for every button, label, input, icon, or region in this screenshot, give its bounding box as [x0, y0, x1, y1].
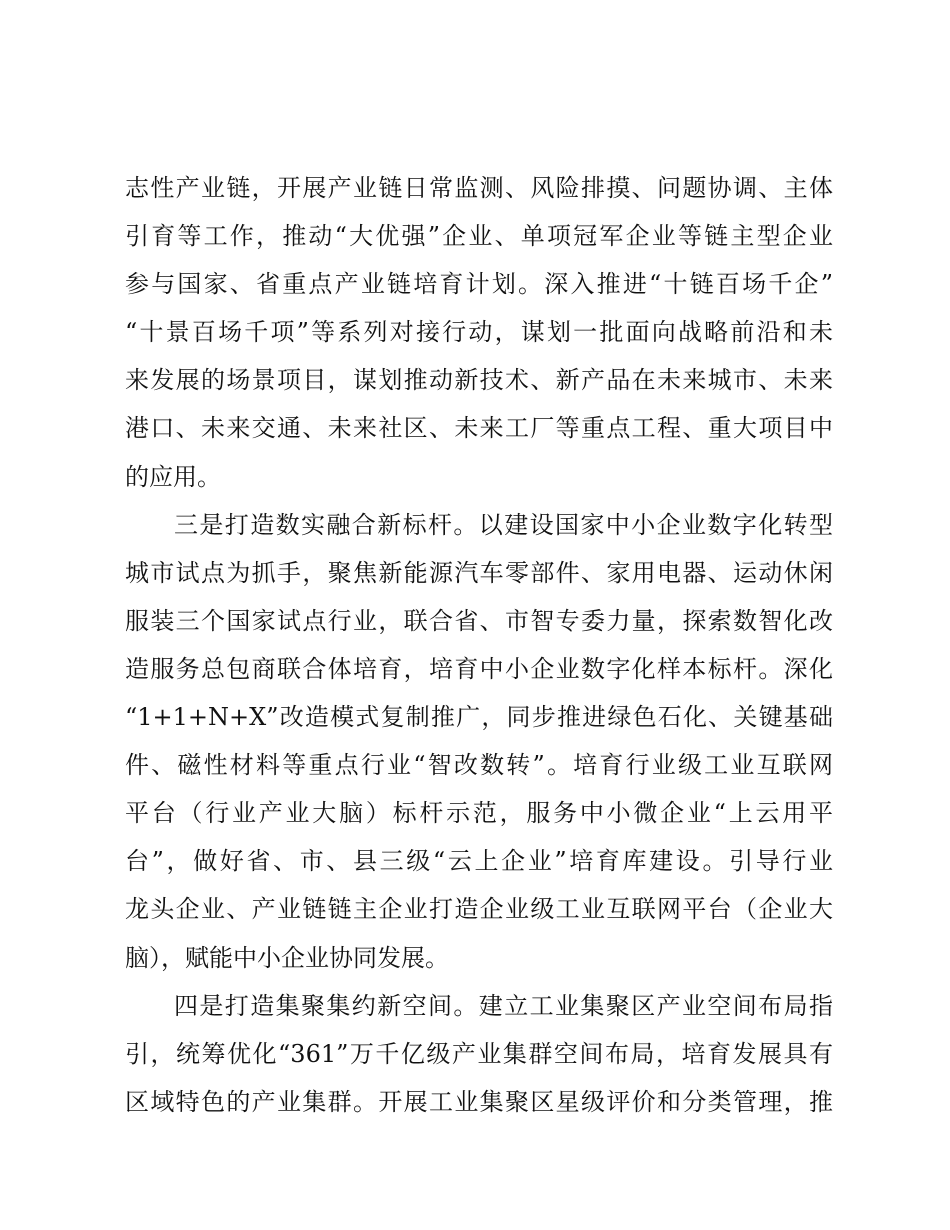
text-line: 来发展的场景项目，谋划推动新技术、新产品在未来城市、未来: [125, 366, 833, 395]
text-line: 参与国家、省重点产业链培育计划。深入推进“十链百场千企”: [125, 270, 833, 299]
text-line: 三是打造数实融合新标杆。以建设国家中小企业数字化转型: [174, 510, 833, 539]
text-line: 平台（行业产业大脑）标杆示范，服务中小微企业“上云用平: [125, 799, 833, 828]
text-line: “十景百场千项”等系列对接行动，谋划一批面向战略前沿和未: [125, 318, 833, 347]
text-line: 港口、未来交通、未来社区、未来工厂等重点工程、重大项目中: [125, 414, 833, 443]
text-line: 龙头企业、产业链链主企业打造企业级工业互联网平台（企业大: [125, 895, 833, 924]
text-line: 四是打造集聚集约新空间。建立工业集聚区产业空间布局指: [174, 991, 833, 1020]
text-line: “1+1+N+X”改造模式复制推广，同步推进绿色石化、关键基础: [125, 703, 833, 732]
text-line: 区域特色的产业集群。开展工业集聚区星级评价和分类管理，推: [125, 1087, 833, 1116]
text-line: 的应用。: [125, 462, 221, 491]
text-line: 服装三个国家试点行业，联合省、市智专委力量，探索数智化改: [125, 606, 833, 635]
document-page: [125, 164, 833, 1126]
text-line: 城市试点为抓手，聚焦新能源汽车零部件、家用电器、运动休闲: [125, 558, 833, 587]
text-line: 引，统筹优化“361”万千亿级产业集群空间布局，培育发展具有: [125, 1039, 833, 1068]
text-line: 脑），赋能中小企业协同发展。: [125, 943, 449, 972]
text-line: 件、磁性材料等重点行业“智改数转”。培育行业级工业互联网: [125, 751, 833, 780]
text-line: 造服务总包商联合体培育，培育中小企业数字化样本标杆。深化: [125, 654, 833, 683]
text-line: 引育等工作，推动“大优强”企业、单项冠军企业等链主型企业: [125, 222, 833, 251]
paragraph: [125, 501, 833, 982]
paragraph: [125, 982, 833, 1126]
paragraph: [125, 164, 833, 501]
text-line: 志性产业链，开展产业链日常监测、风险排摸、问题协调、主体: [125, 174, 833, 202]
text-line: 台”，做好省、市、县三级“云上企业”培育库建设。引导行业: [125, 847, 833, 876]
